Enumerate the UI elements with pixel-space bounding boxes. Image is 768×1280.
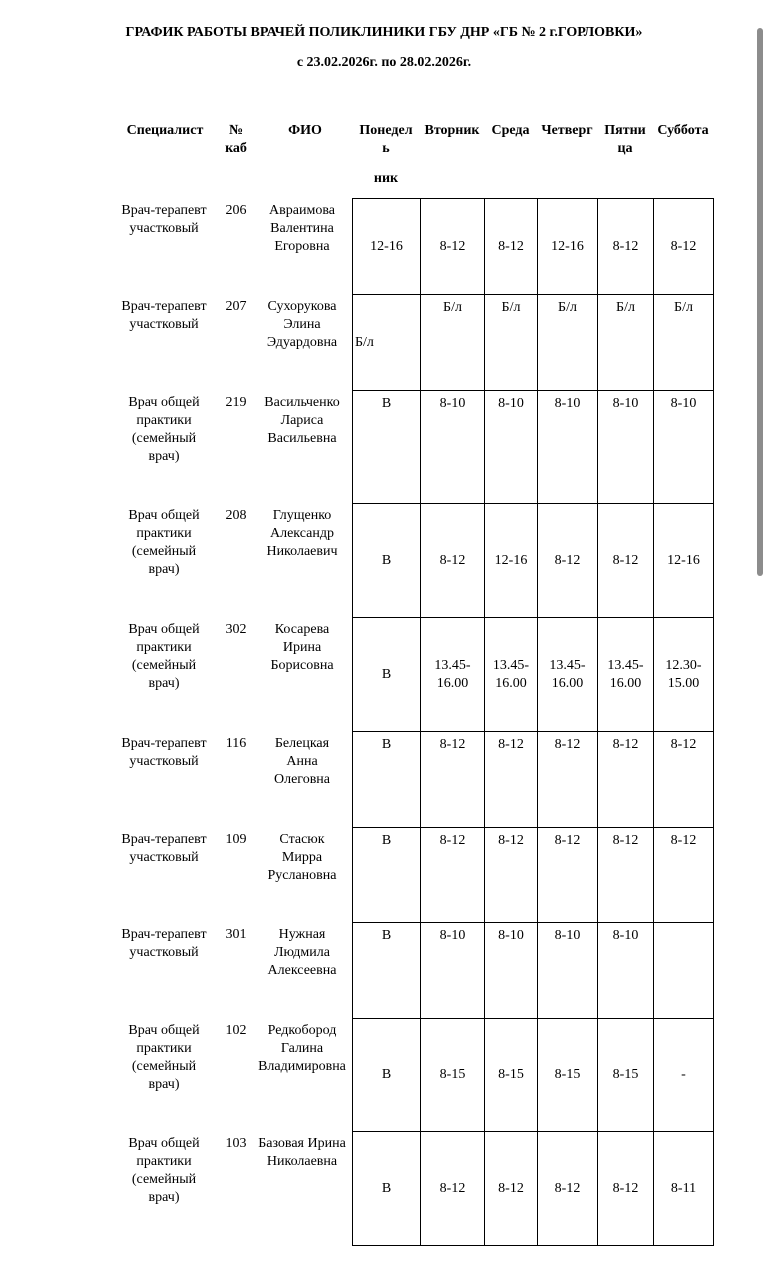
table-row <box>353 199 714 295</box>
cell-fri: 8-10 <box>598 923 654 1019</box>
row-name-line: Владимировна <box>258 1059 346 1074</box>
table-row <box>353 923 714 1019</box>
header-saturday <box>653 122 713 140</box>
row-spec-line: практики <box>136 640 192 655</box>
cell-thu: 8-12 <box>538 1132 598 1246</box>
row-room-number: 302 <box>225 622 247 637</box>
header-room <box>220 122 252 158</box>
row-specialist <box>108 507 220 579</box>
row-name-line: Сухорукова <box>267 299 337 314</box>
cell-mon: В <box>353 1019 421 1132</box>
header-friday-line1: Пятни <box>604 123 646 138</box>
row-name-line: Александр <box>270 526 334 541</box>
header-wednesday <box>484 122 537 140</box>
cell-wed: 8-12 <box>485 1132 538 1246</box>
cell-fri: 8-10 <box>598 391 654 504</box>
cell-wed: 8-15 <box>485 1019 538 1132</box>
header-specialist-label: Специалист <box>126 123 204 138</box>
cell-sat: - <box>654 1019 714 1132</box>
row-spec-line: Врач общей <box>128 395 200 410</box>
header-monday-line1: Понедел <box>359 123 413 138</box>
row-spec-line: практики <box>136 1154 192 1169</box>
header-name-label: ФИО <box>288 123 322 138</box>
header-saturday-label: Суббота <box>657 123 709 138</box>
cell-thu: 8-10 <box>538 391 598 504</box>
cell-sat: 8-10 <box>654 391 714 504</box>
header-room-line1: № <box>228 123 244 138</box>
row-name-line: Николаевна <box>266 1154 338 1169</box>
header-room-line2: каб <box>225 141 247 156</box>
row-name-line: Ирина <box>282 640 322 655</box>
row-specialist <box>108 926 220 962</box>
cell-mon: В <box>353 504 421 618</box>
header-monday-line3: ник <box>373 171 399 186</box>
row-full-name <box>252 831 352 885</box>
header-friday-line2: ца <box>617 141 633 156</box>
row-spec-line: участковый <box>129 754 199 769</box>
cell-sat: 8-11 <box>654 1132 714 1246</box>
cell-mon: В <box>353 732 421 828</box>
row-name-line: Борисовна <box>270 658 334 673</box>
row-name-line: Лариса <box>280 413 324 428</box>
table-row <box>353 504 714 618</box>
row-spec-line: (семейный <box>131 431 197 446</box>
table-row <box>353 1019 714 1132</box>
cell-tue: 8-12 <box>421 1132 485 1246</box>
row-specialist <box>108 202 220 238</box>
row-spec-line: практики <box>136 413 192 428</box>
row-spec-line: врач) <box>148 1077 180 1092</box>
row-name-line: Николаевич <box>266 544 338 559</box>
row-name-line: Нужная <box>278 927 326 942</box>
cell-tue: 8-10 <box>421 923 485 1019</box>
table-row <box>353 828 714 923</box>
cell-tue: 8-12 <box>421 504 485 618</box>
row-name-line: Алексеевна <box>267 963 337 978</box>
cell-sat <box>654 923 714 1019</box>
row-specialist <box>108 394 220 466</box>
row-room-number: 207 <box>225 299 247 314</box>
cell-wed: 8-12 <box>485 199 538 295</box>
row-full-name <box>252 507 352 561</box>
cell-tue: 8-12 <box>421 732 485 828</box>
row-name-line: Егоровна <box>274 239 330 254</box>
document-title: ГРАФИК РАБОТЫ ВРАЧЕЙ ПОЛИКЛИНИКИ ГБУ ДНР «ГБ № 2 г.ГОРЛОВКИ» <box>125 25 643 40</box>
row-full-name <box>252 926 352 980</box>
cell-fri: 8-15 <box>598 1019 654 1132</box>
cell-thu: 8-12 <box>538 504 598 618</box>
cell-fri: 8-12 <box>598 732 654 828</box>
header-tuesday <box>420 122 484 140</box>
header-thursday <box>537 122 597 140</box>
row-spec-line: (семейный <box>131 658 197 673</box>
cell-mon: В <box>353 828 421 923</box>
row-name-line: Косарева <box>274 622 330 637</box>
row-room-number: 219 <box>225 395 247 410</box>
row-specialist <box>108 1135 220 1207</box>
row-spec-line: врач) <box>148 449 180 464</box>
table-row <box>353 1132 714 1246</box>
row-name-line: Руслановна <box>267 868 337 883</box>
row-full-name <box>252 735 352 789</box>
row-room-number: 206 <box>225 203 247 218</box>
cell-tue: 8-15 <box>421 1019 485 1132</box>
header-name <box>260 122 350 140</box>
cell-thu: Б/л <box>538 295 598 391</box>
row-spec-line: участковый <box>129 945 199 960</box>
row-spec-line: участковый <box>129 850 199 865</box>
row-spec-line: Врач общей <box>128 1136 200 1151</box>
row-spec-line: (семейный <box>131 1172 197 1187</box>
row-name-line: Анна <box>286 754 318 769</box>
row-spec-line: Врач общей <box>128 1023 200 1038</box>
header-specialist <box>110 122 220 140</box>
schedule-table <box>352 198 714 1246</box>
cell-fri: Б/л <box>598 295 654 391</box>
row-spec-line: врач) <box>148 562 180 577</box>
cell-sat: 12.30- 15.00 <box>654 618 714 732</box>
row-name-line: Элина <box>283 317 321 332</box>
cell-wed: 13.45- 16.00 <box>485 618 538 732</box>
row-room-number: 102 <box>225 1023 247 1038</box>
cell-thu: 8-10 <box>538 923 598 1019</box>
row-spec-line: Врач общей <box>128 508 200 523</box>
row-name-line: Людмила <box>274 945 330 960</box>
cell-mon: В <box>353 618 421 732</box>
table-row <box>353 391 714 504</box>
cell-tue: 8-10 <box>421 391 485 504</box>
cell-tue: 13.45- 16.00 <box>421 618 485 732</box>
cell-mon: 12-16 <box>353 199 421 295</box>
row-room-number: 109 <box>225 832 247 847</box>
cell-wed: 8-10 <box>485 923 538 1019</box>
schedule-table-body <box>353 199 714 1246</box>
header-wednesday-label: Среда <box>491 123 530 138</box>
row-full-name <box>252 202 352 256</box>
header-monday <box>352 122 420 188</box>
row-specialist <box>108 735 220 771</box>
cell-thu: 8-12 <box>538 828 598 923</box>
cell-tue: 8-12 <box>421 199 485 295</box>
document-period: с 23.02.2026г. по 28.02.2026г. <box>296 55 472 70</box>
row-name-line: Авраимова <box>269 203 335 218</box>
cell-fri: 8-12 <box>598 1132 654 1246</box>
cell-wed: 12-16 <box>485 504 538 618</box>
row-specialist <box>108 298 220 334</box>
cell-fri: 8-12 <box>598 504 654 618</box>
row-full-name <box>252 298 352 352</box>
row-spec-line: Врач-терапевт <box>121 927 207 942</box>
scrollbar[interactable] <box>757 28 763 576</box>
table-row <box>353 295 714 391</box>
row-spec-line: (семейный <box>131 1059 197 1074</box>
row-spec-line: Врач-терапевт <box>121 832 207 847</box>
row-spec-line: (семейный <box>131 544 197 559</box>
row-full-name <box>252 621 352 675</box>
row-full-name <box>252 394 352 448</box>
cell-sat: 8-12 <box>654 199 714 295</box>
row-spec-line: врач) <box>148 676 180 691</box>
row-name-line: Белецкая <box>274 736 330 751</box>
cell-mon: Б/л <box>353 295 421 391</box>
row-spec-line: врач) <box>148 1190 180 1205</box>
cell-thu: 8-12 <box>538 732 598 828</box>
cell-fri: 8-12 <box>598 828 654 923</box>
row-specialist <box>108 1022 220 1094</box>
cell-tue: Б/л <box>421 295 485 391</box>
row-name-line: Редкобород <box>267 1023 337 1038</box>
row-spec-line: Врач-терапевт <box>121 203 207 218</box>
cell-fri: 13.45- 16.00 <box>598 618 654 732</box>
table-row <box>353 732 714 828</box>
row-name-line: Олеговна <box>273 772 331 787</box>
row-name-line: Валентина <box>270 221 334 236</box>
row-room-number: 301 <box>225 927 247 942</box>
cell-wed: Б/л <box>485 295 538 391</box>
row-spec-line: участковый <box>129 221 199 236</box>
row-name-line: Васильевна <box>267 431 337 446</box>
cell-wed: 8-12 <box>485 732 538 828</box>
cell-sat: 8-12 <box>654 828 714 923</box>
cell-thu: 12-16 <box>538 199 598 295</box>
row-spec-line: участковый <box>129 317 199 332</box>
header-tuesday-label: Вторник <box>424 123 480 138</box>
row-name-line: Васильченко <box>264 395 340 410</box>
row-name-line: Эдуардовна <box>266 335 338 350</box>
row-name-line: Базовая Ирина <box>258 1136 346 1151</box>
cell-sat: 8-12 <box>654 732 714 828</box>
cell-fri: 8-12 <box>598 199 654 295</box>
header-friday <box>597 122 653 158</box>
row-spec-line: практики <box>136 526 192 541</box>
row-specialist <box>108 831 220 867</box>
row-spec-line: Врач-терапевт <box>121 736 207 751</box>
row-spec-line: Врач общей <box>128 622 200 637</box>
row-full-name <box>252 1135 352 1171</box>
cell-wed: 8-10 <box>485 391 538 504</box>
cell-wed: 8-12 <box>485 828 538 923</box>
table-row <box>353 618 714 732</box>
row-room-number: 208 <box>225 508 247 523</box>
row-room-number: 103 <box>225 1136 247 1151</box>
row-name-line: Стасюк <box>279 832 325 847</box>
row-name-line: Мирра <box>281 850 323 865</box>
row-spec-line: Врач-терапевт <box>121 299 207 314</box>
row-room-number: 116 <box>225 736 247 751</box>
cell-mon: В <box>353 1132 421 1246</box>
row-spec-line: практики <box>136 1041 192 1056</box>
cell-thu: 8-15 <box>538 1019 598 1132</box>
cell-thu: 13.45- 16.00 <box>538 618 598 732</box>
cell-mon: В <box>353 391 421 504</box>
cell-mon: В <box>353 923 421 1019</box>
header-monday-line2: ь <box>382 141 390 156</box>
row-full-name <box>252 1022 352 1076</box>
row-name-line: Глущенко <box>272 508 332 523</box>
row-specialist <box>108 621 220 693</box>
row-name-line: Галина <box>280 1041 324 1056</box>
cell-sat: Б/л <box>654 295 714 391</box>
header-thursday-label: Четверг <box>541 123 593 138</box>
cell-tue: 8-12 <box>421 828 485 923</box>
cell-sat: 12-16 <box>654 504 714 618</box>
